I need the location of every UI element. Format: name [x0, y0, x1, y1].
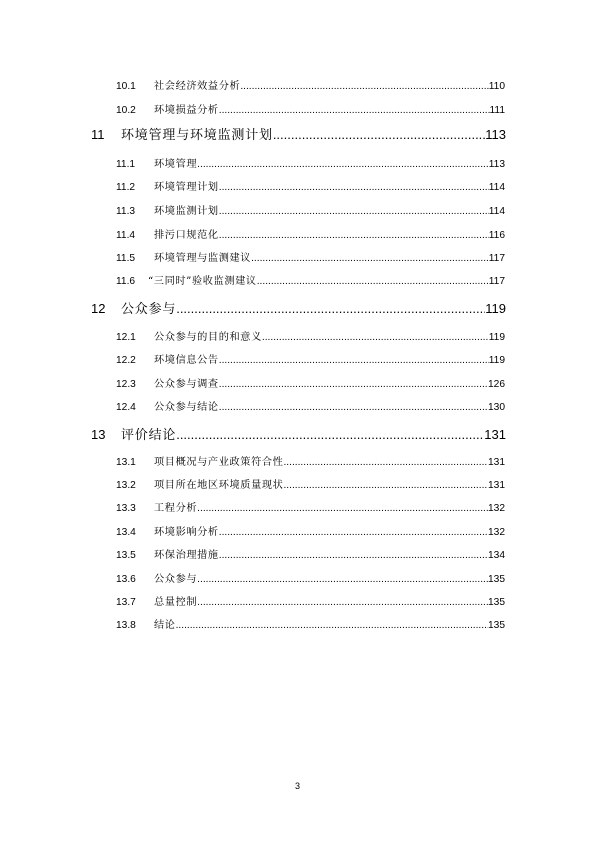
toc-entry-page: 132: [488, 503, 505, 514]
toc-entry-page: 134: [488, 550, 505, 561]
page-number: 3: [294, 781, 300, 791]
toc-entry-page: 132: [488, 527, 505, 538]
toc-leader: [219, 402, 488, 413]
toc-entry-number: 12.2: [116, 355, 136, 366]
toc-leader: [273, 127, 485, 142]
toc-entry-number: 11.4: [116, 230, 136, 241]
toc-entry[interactable]: [116, 398, 505, 412]
toc-entry[interactable]: [116, 593, 505, 607]
toc-entry-page: 126: [488, 379, 505, 390]
toc-leader: [176, 620, 488, 631]
toc-entry-title: 公众参与调查: [154, 379, 219, 390]
toc-entry-title: 公众参与结论: [154, 402, 219, 413]
toc-entry-number: 13: [91, 427, 106, 442]
toc-entry-title: “三同时”验收监测建议: [148, 276, 257, 287]
toc-entry-title: 环境管理: [154, 159, 198, 170]
toc-entry-number: 13.5: [116, 550, 136, 561]
toc-entry-title: 环境损益分析: [154, 105, 219, 116]
toc-entry-number: 10.1: [116, 81, 136, 92]
toc-entry-title: 总量控制: [154, 597, 198, 608]
toc-entry-number: 10.2: [116, 105, 136, 116]
toc-entry-title: 环境管理计划: [154, 182, 219, 193]
toc-leader: [251, 253, 489, 264]
toc-entry-title: 工程分析: [154, 503, 198, 514]
toc-entry-number: 12.1: [116, 332, 136, 343]
toc-entry[interactable]: [116, 249, 505, 263]
toc-leader: [257, 276, 489, 287]
toc-leader: [197, 574, 488, 585]
toc-entry-title: 环保治理措施: [154, 550, 219, 561]
toc-entry-number: 12.4: [116, 402, 136, 413]
toc-entry[interactable]: [116, 77, 505, 91]
toc-entry-number: 13.6: [116, 574, 136, 585]
toc-leader: [176, 301, 485, 316]
toc-entry-page: 113: [488, 159, 505, 170]
toc-entry-number: 12: [91, 301, 106, 316]
toc-entry-title: 社会经济效益分析: [154, 81, 241, 92]
toc-entry-number: 13.8: [116, 620, 136, 631]
toc-entry-title: 公众参与的目的和意义: [154, 332, 262, 343]
toc-entry-page: 119: [485, 301, 506, 316]
toc-leader: [197, 159, 489, 170]
toc-entry-title: 环境管理与环境监测计划: [121, 128, 273, 143]
toc-leader: [219, 550, 488, 561]
toc-entry-page: 117: [488, 253, 505, 264]
toc-entry-title: 排污口规范化: [154, 230, 219, 241]
toc-entry-number: 13.7: [116, 597, 136, 608]
toc-leader: [219, 105, 490, 116]
toc-leader: [283, 457, 488, 468]
toc-leader: [262, 332, 489, 343]
toc-entry[interactable]: [116, 616, 505, 630]
toc-entry-number: 12.3: [116, 379, 136, 390]
toc-entry[interactable]: [116, 499, 505, 513]
toc-entry[interactable]: [116, 178, 505, 192]
toc-entry[interactable]: [116, 328, 505, 342]
toc-entry-page: 131: [484, 427, 506, 442]
toc-leader: [219, 206, 489, 217]
toc-entry[interactable]: [116, 272, 505, 286]
toc-entry-page: 119: [488, 332, 505, 343]
toc-leader: [283, 480, 488, 491]
toc-entry-page: 135: [488, 597, 505, 608]
toc-leader: [219, 527, 488, 538]
toc-entry-title: 环境管理与监测建议: [154, 253, 252, 264]
toc-entry-page: 131: [488, 457, 505, 468]
toc-entry-page: 119: [488, 355, 505, 366]
toc-entry-number: 11.3: [116, 206, 136, 217]
toc-entry[interactable]: [116, 101, 505, 115]
toc-entry-number: 13.2: [116, 480, 136, 491]
toc-entry-page: 116: [488, 230, 505, 241]
toc-entry-number: 11.6: [116, 276, 136, 287]
toc-entry[interactable]: [116, 453, 505, 467]
toc-entry-number: 13.3: [116, 503, 136, 514]
toc-entry-title: 环境监测计划: [154, 206, 219, 217]
toc-entry-title: 公众参与: [154, 574, 198, 585]
toc-entry-page: 113: [485, 127, 506, 142]
toc-entry-page: 131: [488, 480, 505, 491]
toc-entry-number: 13.4: [116, 527, 136, 538]
toc-entry[interactable]: [116, 351, 505, 365]
toc-entry[interactable]: [116, 476, 505, 490]
toc-leader: [197, 597, 488, 608]
toc-entry-number: 13.1: [116, 457, 136, 468]
toc-entry-page: 114: [488, 182, 505, 193]
toc-chapter-entry[interactable]: [91, 298, 506, 316]
toc-leader: [219, 379, 488, 390]
toc-entry-page: 111: [489, 105, 505, 116]
toc-entry[interactable]: [116, 523, 505, 537]
toc-entry-page: 114: [488, 206, 505, 217]
toc-entry-page: 130: [488, 402, 505, 413]
toc-entry-page: 135: [488, 620, 505, 631]
toc-entry-page: 135: [488, 574, 505, 585]
toc-entry-title: 公众参与: [121, 302, 177, 317]
toc-entry-title: 环境影响分析: [154, 527, 219, 538]
toc-leader: [240, 81, 488, 92]
toc-leader: [197, 503, 488, 514]
toc-entry-title: 评价结论: [121, 428, 177, 443]
toc-entry-page: 110: [488, 81, 505, 92]
toc-entry[interactable]: [116, 226, 505, 240]
toc-entry-number: 11.2: [116, 182, 136, 193]
toc-chapter-entry[interactable]: [91, 424, 506, 442]
toc-entry-number: 11.1: [116, 159, 136, 170]
toc-leader: [219, 182, 489, 193]
toc-entry[interactable]: [116, 546, 505, 560]
toc-leader: [176, 427, 484, 442]
toc-entry[interactable]: [116, 155, 505, 169]
toc-entry-page: 117: [488, 276, 505, 287]
toc-entry-title: 环境信息公告: [154, 355, 219, 366]
toc-entry-title: 项目所在地区环境质量现状: [154, 480, 284, 491]
toc-leader: [219, 355, 489, 366]
toc-chapter-entry[interactable]: [91, 124, 506, 142]
toc-entry-number: 11: [91, 127, 105, 142]
toc-entry-number: 11.5: [116, 253, 136, 264]
toc-entry-title: 项目概况与产业政策符合性: [154, 457, 284, 468]
toc-leader: [219, 230, 489, 241]
toc-entry-title: 结论: [154, 620, 176, 631]
toc-entry[interactable]: [116, 202, 505, 216]
toc-entry[interactable]: [116, 375, 505, 389]
toc-entry[interactable]: [116, 570, 505, 584]
